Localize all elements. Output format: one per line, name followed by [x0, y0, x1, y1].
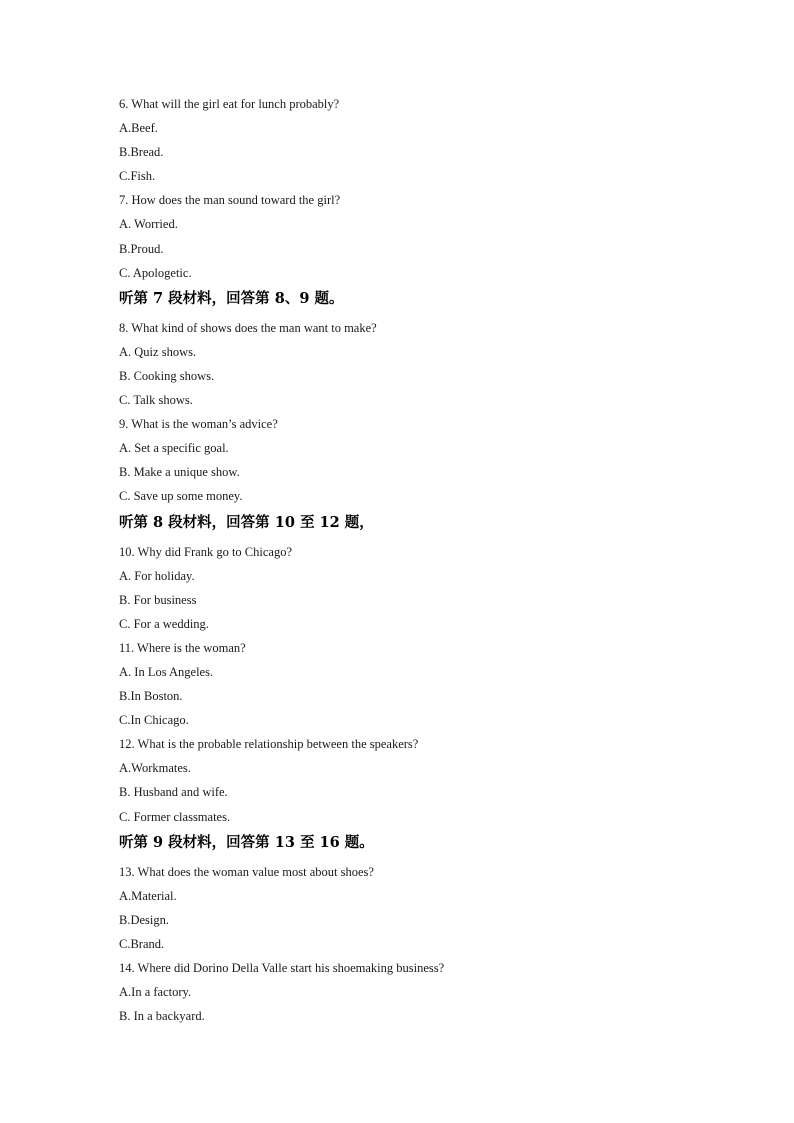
q12-option-c: C. Former classmates. — [119, 809, 231, 824]
q8-option-c: C. Talk shows. — [119, 393, 193, 408]
q11-option-b: B.In Boston. — [119, 689, 183, 704]
q12-option-b: B. Husband and wife. — [119, 785, 228, 800]
q7-option-a: A. Worried. — [119, 217, 178, 232]
question-10: 10. Why did Frank go to Chicago? — [119, 544, 293, 559]
question-7: 7. How does the man sound toward the girl? — [119, 193, 341, 208]
question-13: 13. What does the woman value most about shoes? — [119, 864, 374, 879]
question-6: 6. What will the girl eat for lunch probably? — [119, 97, 340, 111]
q10-option-b: B. For business — [119, 592, 197, 607]
q11-option-c: C.In Chicago. — [119, 713, 189, 728]
question-8: 8. What kind of shows does the man want to make? — [119, 320, 377, 335]
q13-option-c: C.Brand. — [119, 936, 165, 951]
q7-option-c: C. Apologetic. — [119, 265, 192, 280]
section-heading-9: 听第 9 段材料，回答第 13 至 16 题。 — [119, 833, 374, 851]
q11-option-a: A. In Los Angeles. — [119, 664, 214, 679]
question-11: 11. Where is the woman? — [119, 640, 246, 655]
question-12: 12. What is the probable relationship between the speakers? — [119, 737, 419, 752]
q9-option-b: B. Make a unique show. — [119, 465, 240, 480]
q8-option-a: A. Quiz shows. — [119, 344, 197, 359]
q7-option-b: B.Proud. — [119, 241, 164, 256]
q9-option-a: A. Set a specific goal. — [119, 441, 229, 456]
q13-option-a: A.Material. — [119, 888, 177, 903]
q6-option-b: B.Bread. — [119, 145, 164, 160]
q6-option-c: C.Fish. — [119, 169, 156, 184]
section-heading-8: 听第 8 段材料，回答第 10 至 12 题， — [119, 513, 374, 531]
q10-option-c: C. For a wedding. — [119, 616, 209, 631]
q12-option-a: A.Workmates. — [119, 761, 191, 776]
listening-questions — [119, 94, 719, 1030]
q6-option-a: A.Beef. — [119, 121, 158, 136]
q13-option-b: B.Design. — [119, 912, 169, 927]
q14-option-a: A.In a factory. — [119, 985, 192, 1000]
question-9: 9. What is the woman’s advice? — [119, 417, 278, 432]
q9-option-c: C. Save up some money. — [119, 489, 243, 504]
question-14: 14. Where did Dorino Della Valle start his shoemaking business? — [119, 961, 445, 975]
section-heading-7: 听第 7 段材料，回答第 8、9 题。 — [119, 289, 344, 307]
q14-option-b: B. In a backyard. — [119, 1009, 205, 1024]
q10-option-a: A. For holiday. — [119, 568, 195, 583]
q8-option-b: B. Cooking shows. — [119, 368, 215, 383]
